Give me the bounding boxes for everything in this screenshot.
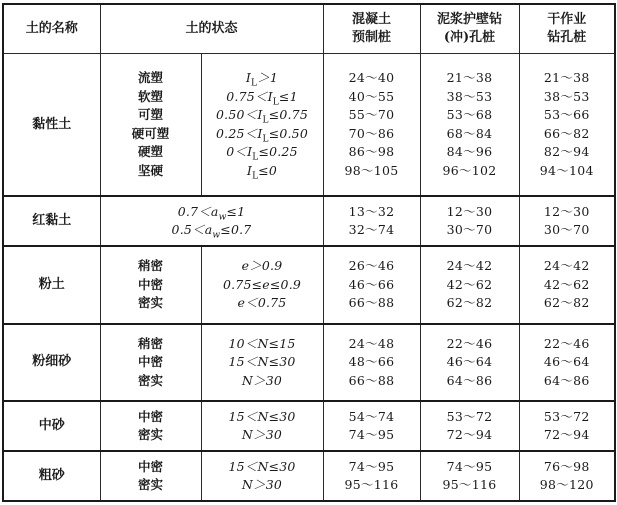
state-condition-line: 10＜N≤15 [228, 335, 296, 351]
dry-bored-pile-value-line: 30～70 [543, 222, 590, 238]
dry-bored-pile-value [519, 196, 615, 246]
table-row [3, 53, 615, 196]
precast-pile-value [323, 196, 420, 246]
dry-bored-pile-value-line: 38～53 [543, 88, 590, 104]
state-condition-line: $I_L\le 0$ [246, 162, 278, 182]
mud-bored-pile-value-line: 22～46 [446, 335, 493, 351]
precast-pile-value [323, 53, 420, 196]
mud-bored-pile-value [420, 53, 519, 196]
soil-state-line: 可塑 [137, 107, 163, 123]
dry-bored-pile-value-line: 94～104 [539, 162, 594, 178]
pile-side-resistance-table [2, 3, 616, 502]
soil-state [100, 53, 201, 196]
soil-state-line: 软塑 [137, 88, 163, 104]
precast-pile-value-line: 66～88 [348, 295, 395, 311]
mud-bored-pile-value-line: 53～72 [446, 408, 493, 424]
mud-bored-pile-value-line: 64～86 [446, 372, 493, 388]
dry-bored-pile-value-line: 53～72 [543, 408, 590, 424]
table-header-row [3, 4, 615, 53]
state-condition-line: $0<I_L\le 0.25$ [226, 144, 298, 163]
dry-bored-pile-value [519, 324, 615, 401]
soil-name: 黏性土 [3, 53, 100, 196]
soil-state-line: 密实 [137, 477, 163, 492]
state-condition-line: N＞30 [241, 427, 283, 443]
mud-bored-pile-value-line: 38～53 [446, 88, 493, 104]
dry-bored-pile-value-line: 64～86 [543, 372, 590, 388]
mud-bored-pile-value [420, 401, 519, 451]
table-row [3, 196, 615, 246]
soil-state [100, 401, 201, 451]
mud-bored-pile-value-line: 84～96 [446, 144, 493, 160]
header-soil-name: 土的名称 [3, 4, 100, 53]
state-condition-line: $0.75<I_L\le 1$ [226, 88, 298, 108]
state-condition [201, 451, 323, 501]
state-condition-line: 15＜N≤30 [228, 354, 296, 370]
soil-state [100, 451, 201, 501]
precast-pile-value-line: 13～32 [348, 203, 395, 219]
state-condition-line: $I_L>1$ [245, 70, 279, 89]
precast-pile-value-line: 24～40 [348, 70, 395, 86]
soil-name: 粉土 [3, 246, 100, 323]
soil-state-line: 坚硬 [137, 162, 163, 178]
table-row [3, 324, 615, 401]
dry-bored-pile-value-line: 12～30 [543, 203, 590, 219]
soil-state-line: 稍密 [137, 258, 163, 274]
precast-pile-value-line: 74～95 [348, 458, 395, 474]
soil-state-line: 硬可塑 [131, 125, 170, 141]
mud-bored-pile-value-line: 72～94 [446, 427, 493, 443]
mud-bored-pile-value-line: 21～38 [446, 70, 493, 86]
dry-bored-pile-value-line: 76～98 [543, 458, 590, 474]
soil-state-line: 中密 [137, 354, 163, 370]
state-condition [201, 401, 323, 451]
state-condition-line: e＜0.75 [237, 295, 287, 311]
precast-pile-value-line: 70～86 [348, 125, 395, 141]
dry-bored-pile-value-line: 53～66 [543, 107, 590, 123]
precast-pile-value [323, 451, 420, 501]
dry-bored-pile-value-line: 42～62 [543, 276, 590, 292]
state-condition [100, 196, 323, 246]
dry-bored-pile-value-line: 98～120 [539, 477, 594, 492]
table-row [3, 451, 615, 501]
precast-pile-value-line: 98～105 [344, 162, 399, 178]
table-row [3, 246, 615, 323]
header-soil-state: 土的状态 [100, 4, 323, 53]
state-condition [201, 324, 323, 401]
dry-bored-pile-value-line: 66～82 [543, 125, 590, 141]
soil-name: 红黏土 [3, 196, 100, 246]
dry-bored-pile-value-line: 62～82 [543, 295, 590, 311]
precast-pile-value-line: 74～95 [348, 427, 395, 443]
soil-state-line: 中密 [137, 408, 163, 424]
dry-bored-pile-value-line: 72～94 [543, 427, 590, 443]
precast-pile-value-line: 54～74 [348, 408, 395, 424]
mud-bored-pile-value-line: 62～82 [446, 295, 493, 311]
state-condition [201, 53, 323, 196]
soil-name: 粗砂 [3, 451, 100, 501]
table-row [3, 401, 615, 451]
mud-bored-pile-value-line: 12～30 [446, 203, 493, 219]
mud-bored-pile-value-line: 24～42 [446, 258, 493, 274]
precast-pile-value [323, 401, 420, 451]
mud-bored-pile-value [420, 246, 519, 323]
mud-bored-pile-value-line: 95～116 [442, 477, 497, 492]
dry-bored-pile-value [519, 401, 615, 451]
soil-name: 粉细砂 [3, 324, 100, 401]
soil-name: 中砂 [3, 401, 100, 451]
dry-bored-pile-value-line: 22～46 [543, 335, 590, 351]
soil-state-line: 中密 [137, 458, 163, 474]
mud-bored-pile-value-line: 53～68 [446, 107, 493, 123]
soil-state-line: 流塑 [137, 70, 163, 86]
soil-state [100, 246, 201, 323]
dry-bored-pile-value-line: 24～42 [543, 258, 590, 274]
mud-bored-pile-value [420, 196, 519, 246]
state-condition-line: $0.50<I_L\le 0.75$ [216, 107, 308, 126]
header-mud-bored-pile: 泥浆护壁钻 (冲)孔桩 [420, 4, 519, 53]
state-condition-line: 15＜N≤30 [228, 408, 296, 424]
mud-bored-pile-value-line: 30～70 [446, 222, 493, 238]
mud-bored-pile-value-line: 46～64 [446, 354, 493, 370]
soil-state [100, 324, 201, 401]
soil-state-line: 硬塑 [137, 144, 163, 160]
state-condition-line: e＞0.9 [241, 258, 283, 274]
soil-state-line: 密实 [137, 295, 163, 311]
precast-pile-value-line: 66～88 [348, 372, 395, 388]
precast-pile-value-line: 32～74 [348, 222, 395, 238]
mud-bored-pile-value-line: 68～84 [446, 125, 493, 141]
soil-state-line: 中密 [137, 276, 163, 292]
precast-pile-value-line: 95～116 [344, 477, 399, 492]
state-condition-line: N＞30 [241, 372, 283, 388]
precast-pile-value [323, 324, 420, 401]
precast-pile-value-line: 48～66 [348, 354, 395, 370]
mud-bored-pile-value [420, 451, 519, 501]
dry-bored-pile-value-line: 46～64 [543, 354, 590, 370]
precast-pile-value [323, 246, 420, 323]
state-condition-line: 15＜N≤30 [228, 458, 296, 474]
mud-bored-pile-value [420, 324, 519, 401]
precast-pile-value-line: 26～46 [348, 258, 395, 274]
mud-bored-pile-value-line: 74～95 [446, 458, 493, 474]
dry-bored-pile-value-line: 82～94 [543, 144, 590, 160]
dry-bored-pile-value [519, 246, 615, 323]
precast-pile-value-line: 55～70 [348, 107, 395, 123]
dry-bored-pile-value [519, 451, 615, 501]
soil-state-line: 密实 [137, 427, 163, 443]
precast-pile-value-line: 24～48 [348, 335, 395, 351]
state-condition-line: 0.75≤e≤0.9 [222, 276, 302, 292]
header-precast-pile: 混凝土 预制桩 [323, 4, 420, 53]
state-condition-line: $0.25<I_L\le 0.50$ [216, 125, 308, 145]
state-condition-line: $0.7<a_w\le 1$ [177, 203, 246, 223]
state-condition [201, 246, 323, 323]
mud-bored-pile-value-line: 42～62 [446, 276, 493, 292]
precast-pile-value-line: 40～55 [348, 88, 395, 104]
header-dry-bored-pile: 干作业 钻孔桩 [519, 4, 615, 53]
soil-state-line: 稍密 [137, 335, 163, 351]
mud-bored-pile-value-line: 96～102 [442, 162, 497, 178]
precast-pile-value-line: 46～66 [348, 276, 395, 292]
state-condition-line: $0.5<a_w\le 0.7$ [171, 222, 252, 241]
soil-state-line: 密实 [137, 372, 163, 388]
precast-pile-value-line: 86～98 [348, 144, 395, 160]
dry-bored-pile-value-line: 21～38 [543, 70, 590, 86]
dry-bored-pile-value [519, 53, 615, 196]
state-condition-line: N＞30 [241, 477, 283, 492]
